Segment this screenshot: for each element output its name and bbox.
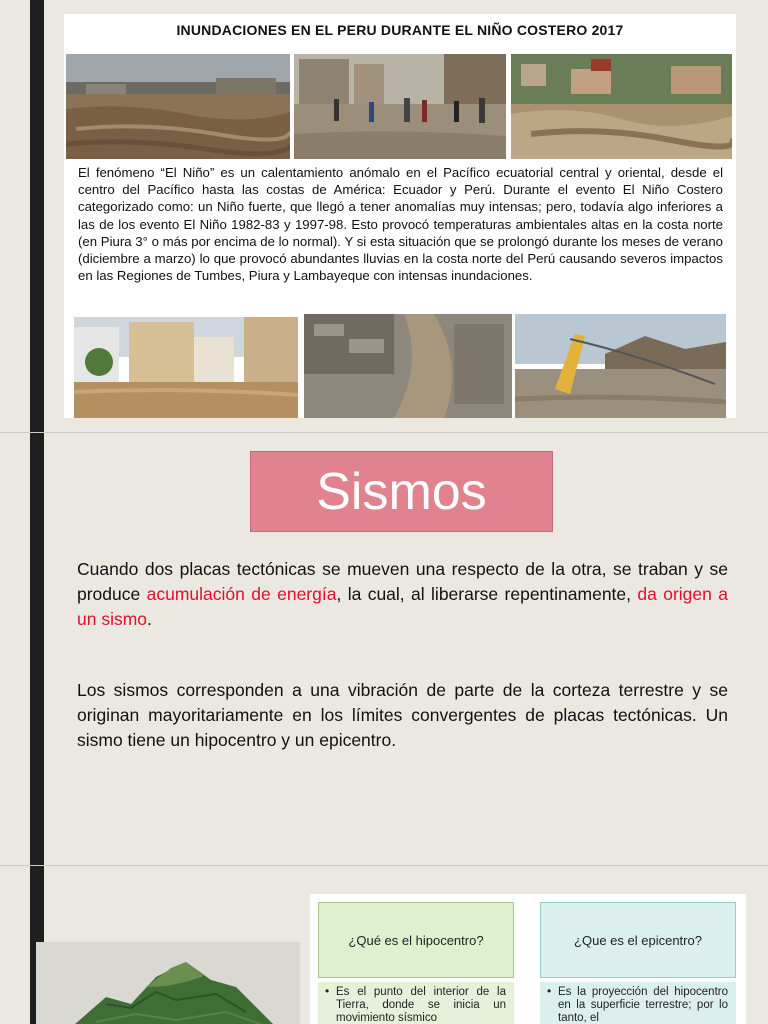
highlight-origen-sismo: da origen a un sismo xyxy=(77,584,728,629)
hypocenter-epicenter-diagram xyxy=(310,894,746,1024)
answer-hipocentro xyxy=(318,982,514,1024)
paragraph-vibracion: Los sismos corresponden a una vibración de parte de la corteza terrestre y se originan mayoritariamente en los límites convergentes de placas tectónicas. Un sismo tiene un hipocentro y un epicentro. xyxy=(77,680,728,750)
poster-body: El fenómeno “El Niño” es un calentamiento anómalo en el Pacífico ecuatorial central y oriental, desde el centro del Pacífico hasta las costas de América: Ecuador y Perú. Durante el evento El Niño Costero categorizado como: un Niño fuerte, que llegó a tener anomalías muy intensas; pero, todavía algo inferiores a las de los evento El Niño 1982-83 y 1997-98. Esto provocó temperaturas ambientales altas en la costa norte (en Piura 3° o más por encima de lo normal). Y si esta situación que se prolongó durante los meses de verano (diciembre a marzo) lo que provocó abundantes lluvias en la costa norte del Perú causando severos impactos en las Regiones de Tumbes, Piura y Lambayeque con intensas inundaciones. xyxy=(78,165,723,284)
answer-text: Es el punto del interior de la Tierra, donde se inicia un movimiento sísmico xyxy=(336,986,506,1024)
slide-title: Sismos xyxy=(316,462,487,521)
slide-inundaciones xyxy=(0,0,768,432)
answer-text: Es la proyección del hipocentro en la superficie terrestre; por lo tanto, el xyxy=(558,986,728,1024)
text-segment: . xyxy=(147,609,152,629)
slide-left-bar xyxy=(30,0,44,432)
poster xyxy=(64,14,736,418)
title-box xyxy=(250,451,553,532)
flood-photo-street xyxy=(74,317,298,418)
flood-photo-houses xyxy=(511,54,732,159)
question-epicentro: ¿Que es el epicentro? xyxy=(540,902,736,978)
answer-epicentro xyxy=(540,982,736,1024)
poster-title: INUNDACIONES EN EL PERU DURANTE EL NIÑO COSTERO 2017 xyxy=(176,22,624,38)
mountain-model-image xyxy=(36,942,300,1024)
bullet-icon: • xyxy=(325,984,330,998)
bullet-icon: • xyxy=(547,984,552,998)
flood-photo-people xyxy=(294,54,506,159)
question-hipocentro: ¿Qué es el hipocentro? xyxy=(318,902,514,978)
highlight-acumulacion: acumulación de energía xyxy=(146,584,337,604)
text-segment: , la cual, al liberarse repentinamente, xyxy=(336,584,638,604)
text-segment: Cuando dos placas tectónicas se mueven una respecto de la otra, se traban y se produce xyxy=(77,559,728,604)
flood-photo-bridge xyxy=(515,314,726,418)
paragraph-placas xyxy=(77,557,728,632)
slide-sismos xyxy=(0,433,768,865)
slide-left-bar xyxy=(30,433,44,865)
slide-hipocentro xyxy=(0,866,768,1024)
flood-photo-river xyxy=(66,54,290,159)
flood-photo-aerial xyxy=(304,314,512,418)
